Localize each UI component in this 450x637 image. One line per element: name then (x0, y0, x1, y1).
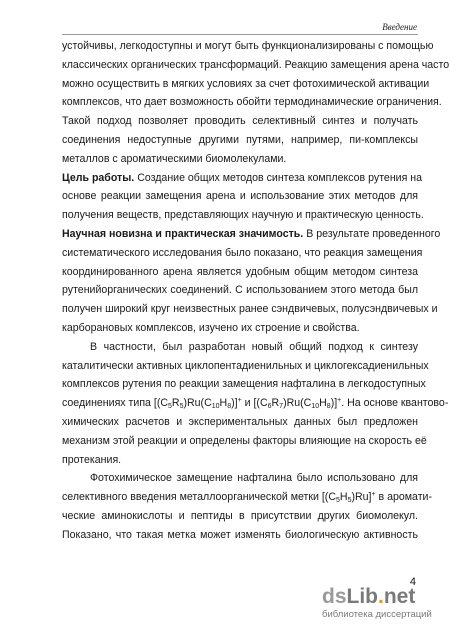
formula-line (62, 488, 433, 507)
text-line: механизм этой реакции и определены факторы влияющие на скорость её (62, 434, 427, 447)
subscript: 5 (179, 403, 184, 411)
text-line: Показано, что такая метка может изменять биологическую активность (62, 528, 418, 541)
subscript: 5 (347, 497, 352, 505)
formula-text (62, 491, 432, 503)
formula-part: )] (231, 397, 238, 410)
superscript: + (337, 397, 342, 405)
subscript: 6 (267, 403, 272, 411)
text-line: протекания. (62, 453, 122, 466)
formula-part: . На основе квантово- (341, 397, 449, 410)
formula-part: )] (330, 397, 338, 410)
subscript: 5 (168, 403, 172, 411)
formula-line (62, 394, 449, 413)
subscript: 10 (211, 403, 220, 411)
formula-part: H (339, 491, 348, 504)
text-line: карборановых комплексов, изучено их строение и свойства. (62, 321, 360, 334)
page-number: 4 (409, 576, 416, 588)
subscript: 10 (311, 403, 320, 411)
watermark-lib: Lib (346, 585, 379, 608)
text-line: комплексов, что дает возможность обойти термодинамические ограничения. (62, 96, 442, 109)
watermark-ds: ds (322, 585, 347, 608)
text-line: систематического исследования было показано, что реакция замещения (62, 246, 423, 259)
superscript: + (371, 491, 376, 499)
text-line: основе реакции замещения арена и использование этих методов для (62, 190, 418, 203)
text-line: каталитически активных циклопентадиенильных и циклогексадиенильных (62, 359, 429, 372)
text-span: Создание общих методов синтеза комплексов рутения на (134, 171, 423, 184)
formula-part: R (271, 397, 280, 410)
formula-part: )Ru(C (183, 397, 212, 410)
novelty-heading: Научная новизна и практическая значимость. (62, 227, 304, 240)
text-line: Фотохимическое замещение нафталина было использовано для (90, 472, 418, 485)
goal-paragraph-line (62, 169, 423, 188)
watermark-dot: . (378, 585, 384, 608)
dslib-watermark (322, 586, 442, 621)
watermark-subtitle: библиотека диссертаций (322, 609, 432, 620)
text-line: ческие аминокислоты и пептиды в присутствии других биомолекул. (62, 509, 418, 522)
text-line: устойчивы, легкодоступны и могут быть функционализированы с помощью (62, 40, 434, 52)
superscript: + (237, 397, 242, 405)
subscript: 7 (279, 403, 284, 411)
formula-part: )Ru] (351, 491, 372, 504)
text-line: соединения недоступные другими путями, например, пи-комплексы (62, 133, 418, 146)
subscript: 8 (227, 403, 232, 411)
text-line: координированного арена является удобным общим методом синтеза (62, 265, 418, 278)
goal-heading: Цель работы. (62, 171, 135, 184)
formula-part: и [(C (241, 397, 268, 410)
formula-part: H (319, 397, 327, 410)
text-line: комплексов рутения по реакции замещения нафталина в легкодоступных (62, 378, 426, 391)
novelty-paragraph-line (62, 225, 441, 244)
text-span: В результате проведенного (303, 227, 441, 240)
text-line: В частности, был разработан новый общий подход к синтезу (90, 340, 418, 353)
formula-part: R (171, 397, 180, 410)
text-line: классических органических трансформаций. Реакцию замещения арена часто (62, 58, 450, 71)
header-rule (62, 34, 418, 35)
text-line: получения веществ, представляющих научную и практическую ценность. (62, 209, 424, 222)
text-line: металлов с ароматическими биомолекулами. (62, 152, 287, 165)
page-body (62, 37, 450, 545)
subscript: 5 (336, 497, 340, 505)
subscript: 8 (326, 403, 331, 411)
watermark-logo (322, 586, 442, 608)
formula-part: H (219, 397, 228, 410)
text-line: можно осуществить в мягких условиях за счет фотохимической активации (62, 77, 430, 90)
formula-part: селективного введения металлоорганической метки [(C (62, 491, 336, 504)
formula-part: соединениях типа [(C (62, 397, 169, 410)
text-line: рутенийорганических соединений. С использованием этого метода был (62, 284, 418, 297)
formula-text (62, 397, 448, 409)
watermark-net: net (383, 585, 416, 608)
running-header: Введение (382, 22, 417, 32)
formula-part: в аромати- (375, 491, 433, 504)
text-line: Такой подход позволяет проводить селективный синтез и получать (62, 115, 418, 128)
text-line: получен широкий круг неизвестных ранее сэндвичевых, полусэндвичевых и (62, 303, 438, 316)
text-line: химических расчетов и экспериментальных данных был предложен (62, 415, 418, 428)
formula-part: )Ru(C (283, 397, 312, 410)
